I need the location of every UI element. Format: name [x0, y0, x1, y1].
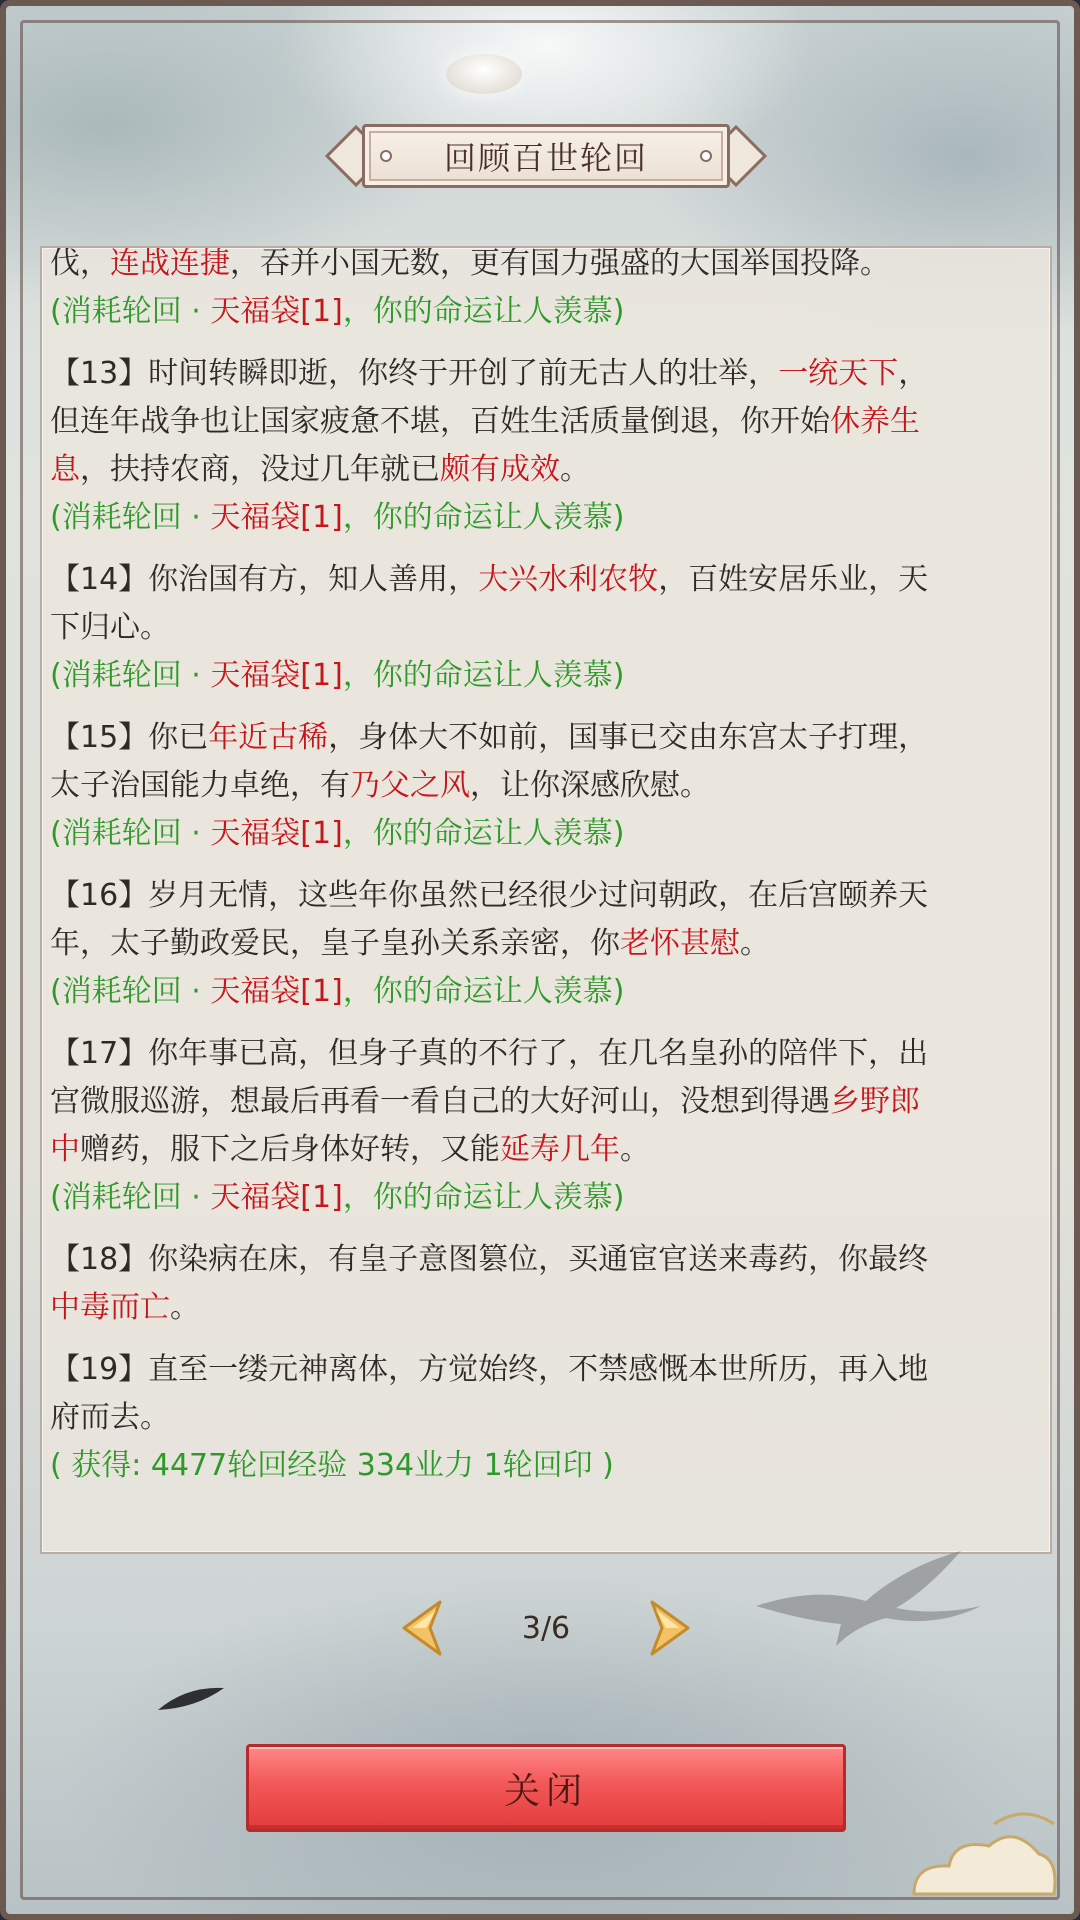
entry-reward-line: [50, 1442, 1038, 1490]
history-entry: [50, 1030, 1038, 1222]
story-text: 伐，: [50, 246, 110, 281]
item-name: 天福袋[1]: [210, 658, 343, 693]
page-title: 回顾百世轮回: [443, 139, 648, 177]
reward-text: ，你的命运让人羡慕): [342, 500, 625, 535]
entry-reward-line: [50, 288, 1038, 336]
story-text: 【14】你治国有方，知人善用，: [50, 562, 479, 597]
highlight-text: 老怀甚慰: [620, 926, 740, 961]
story-text: ，身体大不如前，国事已交由东宫太子打理，: [328, 720, 929, 755]
highlight-text: 连战连捷: [110, 246, 230, 281]
highlight-text: 中: [50, 1132, 80, 1167]
plaque-dot-right: [700, 150, 712, 162]
story-text: 【15】你已: [50, 720, 209, 755]
history-entry: [50, 246, 1038, 336]
moon-decoration: [446, 54, 522, 94]
reward-text: (消耗轮回 ·: [50, 294, 211, 329]
item-name: 天福袋[1]: [210, 294, 343, 329]
entry-text-line: [50, 762, 1038, 810]
story-text: ，: [898, 356, 929, 391]
reward-text: ，你的命运让人羡慕): [342, 658, 625, 693]
history-entry: [50, 714, 1038, 858]
history-entry: [50, 872, 1038, 1016]
story-text: ，扶持农商，没过几年就已: [80, 452, 440, 487]
entry-text-line: [50, 714, 1038, 762]
entry-text-line: [50, 398, 1038, 446]
reward-text: ，你的命运让人羡慕): [342, 816, 625, 851]
history-entry: [50, 1236, 1038, 1332]
history-entry: [50, 350, 1038, 542]
leaf-decoration: [156, 1686, 226, 1712]
reward-text: (消耗轮回 ·: [50, 816, 211, 851]
reward-text: (消耗轮回 ·: [50, 500, 211, 535]
entry-text-line: [50, 920, 1038, 968]
chevron-right-icon: [640, 1598, 696, 1658]
story-text: 太子治国能力卓绝，有: [50, 768, 350, 803]
entry-text-line: [50, 1394, 1038, 1442]
history-entry: [50, 556, 1038, 700]
story-text: ，让你深感欣慰。: [470, 768, 710, 803]
highlight-text: 休养生: [830, 404, 920, 439]
highlight-text: 乡野郎: [830, 1084, 920, 1119]
entry-text-line: [50, 1236, 1038, 1284]
story-text: 。: [170, 1290, 200, 1325]
entry-reward-line: [50, 968, 1038, 1016]
entry-reward-line: [50, 1174, 1038, 1222]
reward-text: (消耗轮回 ·: [50, 658, 211, 693]
reward-text: ，你的命运让人羡慕): [342, 294, 625, 329]
story-text: 【19】直至一缕元神离体，方觉始终，不禁感慨本世所历，再入地: [50, 1352, 929, 1387]
entry-text-line: [50, 350, 1038, 398]
entry-text-line: [50, 604, 1038, 652]
highlight-text: 息: [50, 452, 80, 487]
story-text: 赠药，服下之后身体好转，又能: [80, 1132, 500, 1167]
item-name: 天福袋[1]: [210, 500, 343, 535]
cloud-ornament: [894, 1784, 1064, 1904]
next-page-button[interactable]: [640, 1598, 696, 1658]
history-entries: [42, 246, 1050, 1490]
highlight-text: 一统天下: [778, 356, 899, 391]
entry-reward-line: [50, 652, 1038, 700]
entry-text-line: [50, 1126, 1038, 1174]
story-text: ，吞并小国无数，更有国力强盛的大国举国投降。: [230, 246, 890, 281]
close-button[interactable]: [246, 1744, 846, 1832]
story-text: ，百姓安居乐业，天: [658, 562, 929, 597]
close-button-label: 关闭: [503, 1770, 588, 1812]
story-text: 【18】你染病在床，有皇子意图篡位，买通宦官送来毒药，你最终: [50, 1242, 929, 1277]
reward-text: (消耗轮回 ·: [50, 1180, 211, 1215]
chevron-left-icon: [396, 1598, 452, 1658]
prev-page-button[interactable]: [396, 1598, 452, 1658]
pagination: [396, 1596, 696, 1660]
story-text: 【16】岁月无情，这些年你虽然已经很少过问朝政，在后宫颐养天: [50, 878, 929, 913]
entry-text-line: [50, 1284, 1038, 1332]
reward-text: (消耗轮回 ·: [50, 974, 211, 1009]
story-text: 下归心。: [50, 610, 170, 645]
story-text: 。: [560, 452, 590, 487]
item-name: 天福袋[1]: [210, 1180, 343, 1215]
page-indicator: 3/6: [521, 1610, 571, 1646]
item-name: 天福袋[1]: [210, 816, 343, 851]
entry-text-line: [50, 872, 1038, 920]
story-text: 【13】时间转瞬即逝，你终于开创了前无古人的壮举，: [50, 356, 779, 391]
highlight-text: 大兴水利农牧: [478, 562, 659, 597]
entry-text-line: [50, 1078, 1038, 1126]
highlight-text: 年近古稀: [208, 720, 329, 755]
reward-text: ( 获得: 4477轮回经验 334业力 1轮回印 ): [50, 1448, 614, 1483]
plaque-dot-left: [380, 150, 392, 162]
entry-text-line: [50, 446, 1038, 494]
highlight-text: 乃父之风: [350, 768, 470, 803]
highlight-text: 中毒而亡: [50, 1290, 170, 1325]
title-plaque: [340, 124, 752, 188]
entry-reward-line: [50, 494, 1038, 542]
entry-text-line: [50, 246, 1038, 288]
reward-text: ，你的命运让人羡慕): [342, 1180, 625, 1215]
entry-text-line: [50, 556, 1038, 604]
story-text: 【17】你年事已高，但身子真的不行了，在几名皇孙的陪伴下，出: [50, 1036, 929, 1071]
highlight-text: 延寿几年: [500, 1132, 620, 1167]
story-text: 年，太子勤政爱民，皇子皇孙关系亲密，你: [50, 926, 620, 961]
story-text: 府而去。: [50, 1400, 170, 1435]
highlight-text: 颇有成效: [440, 452, 560, 487]
reward-text: ，你的命运让人羡慕): [342, 974, 625, 1009]
entry-text-line: [50, 1346, 1038, 1394]
story-text: 但连年战争也让国家疲惫不堪，百姓生活质量倒退，你开始: [50, 404, 830, 439]
crane-decoration: [746, 1546, 986, 1656]
story-text: 。: [740, 926, 770, 961]
story-text: 。: [620, 1132, 650, 1167]
history-entry: [50, 1346, 1038, 1490]
history-log-panel[interactable]: [40, 246, 1052, 1554]
item-name: 天福袋[1]: [210, 974, 343, 1009]
entry-text-line: [50, 1030, 1038, 1078]
story-text: 宫微服巡游，想最后再看一看自己的大好河山，没想到得遇: [50, 1084, 830, 1119]
entry-reward-line: [50, 810, 1038, 858]
